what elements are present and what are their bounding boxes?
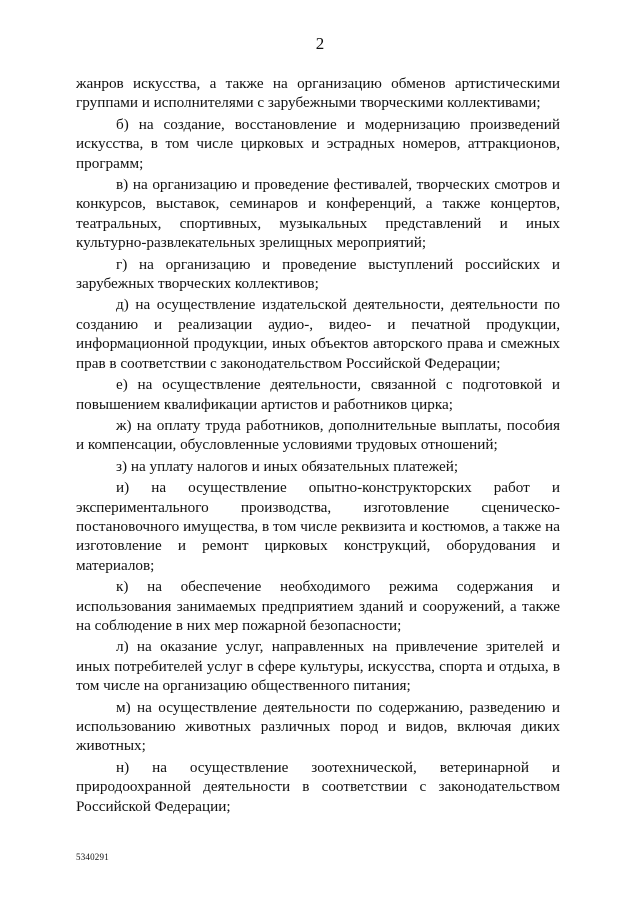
paragraph-item-z: з) на уплату налогов и иных обязательных платежей; [116,457,459,475]
paragraph-item-l: л) на оказание услуг, направленных на привлечение зрителей и иных потребителей услуг в сфере культуры, искусства, спорта и отдыха, в том числе на организацию общественного питания; [76,638,560,695]
paragraph-item-g: г) на организацию и проведение выступлений российских и зарубежных творческих коллективов; [76,255,560,293]
paragraph-item-b: б) на создание, восстановление и модернизацию произведений искусства, в том числе цирковых и эстрадных номеров, аттракционов, программ; [76,115,560,172]
document-code: 5340291 [76,852,109,862]
paragraph-item-zh: ж) на оплату труда работников, дополнительные выплаты, пособия и компенсации, обусловленные условиями трудовых отношений; [76,416,560,454]
paragraph-continuation: жанров искусства, а также на организацию обменов артистическими группами и исполнителями с зарубежными творческими коллективами; [76,75,560,112]
paragraph-item-m: м) на осуществление деятельности по содержанию, разведению и использованию животных различных пород и видов, включая диких животных; [76,698,560,755]
paragraph-item-i: и) на осуществление опытно-конструкторских работ и экспериментального производства, изготовление сценическо-постановочного имущества, в том числе реквизита и костюмов, а также на изготовление и ремонт цирковых конструкций, оборудования и материалов; [76,479,560,574]
paragraph-item-v: в) на организацию и проведение фестивалей, творческих смотров и конкурсов, выставок, семинаров и конференций, а также концертов, театральных, спортивных, музыкальных представлений и иных культурно-развлекательных зрелищных мероприятий; [76,176,560,252]
paragraph-item-d: д) на осуществление издательской деятельности, деятельности по созданию и реализации аудио-, видео- и печатной продукции, информационной продукции, иных объектов авторского права и смежных прав в соответствии с законодательством Российской Федерации; [76,296,560,372]
paragraph-item-k: к) на обеспечение необходимого режима содержания и использования занимаемых предприятием зданий и сооружений, а также на соблюдение в них мер пожарной безопасности; [76,578,560,634]
paragraph-item-n: н) на осуществление зоотехнической, ветеринарной и природоохранной деятельности в соответствии с законодательством Российской Федерации; [76,758,560,815]
page-number: 2 [315,34,325,53]
document-body [76,74,560,818]
paragraph-item-e: е) на осуществление деятельности, связанной с подготовкой и повышением квалификации артистов и работников цирка; [76,376,560,413]
